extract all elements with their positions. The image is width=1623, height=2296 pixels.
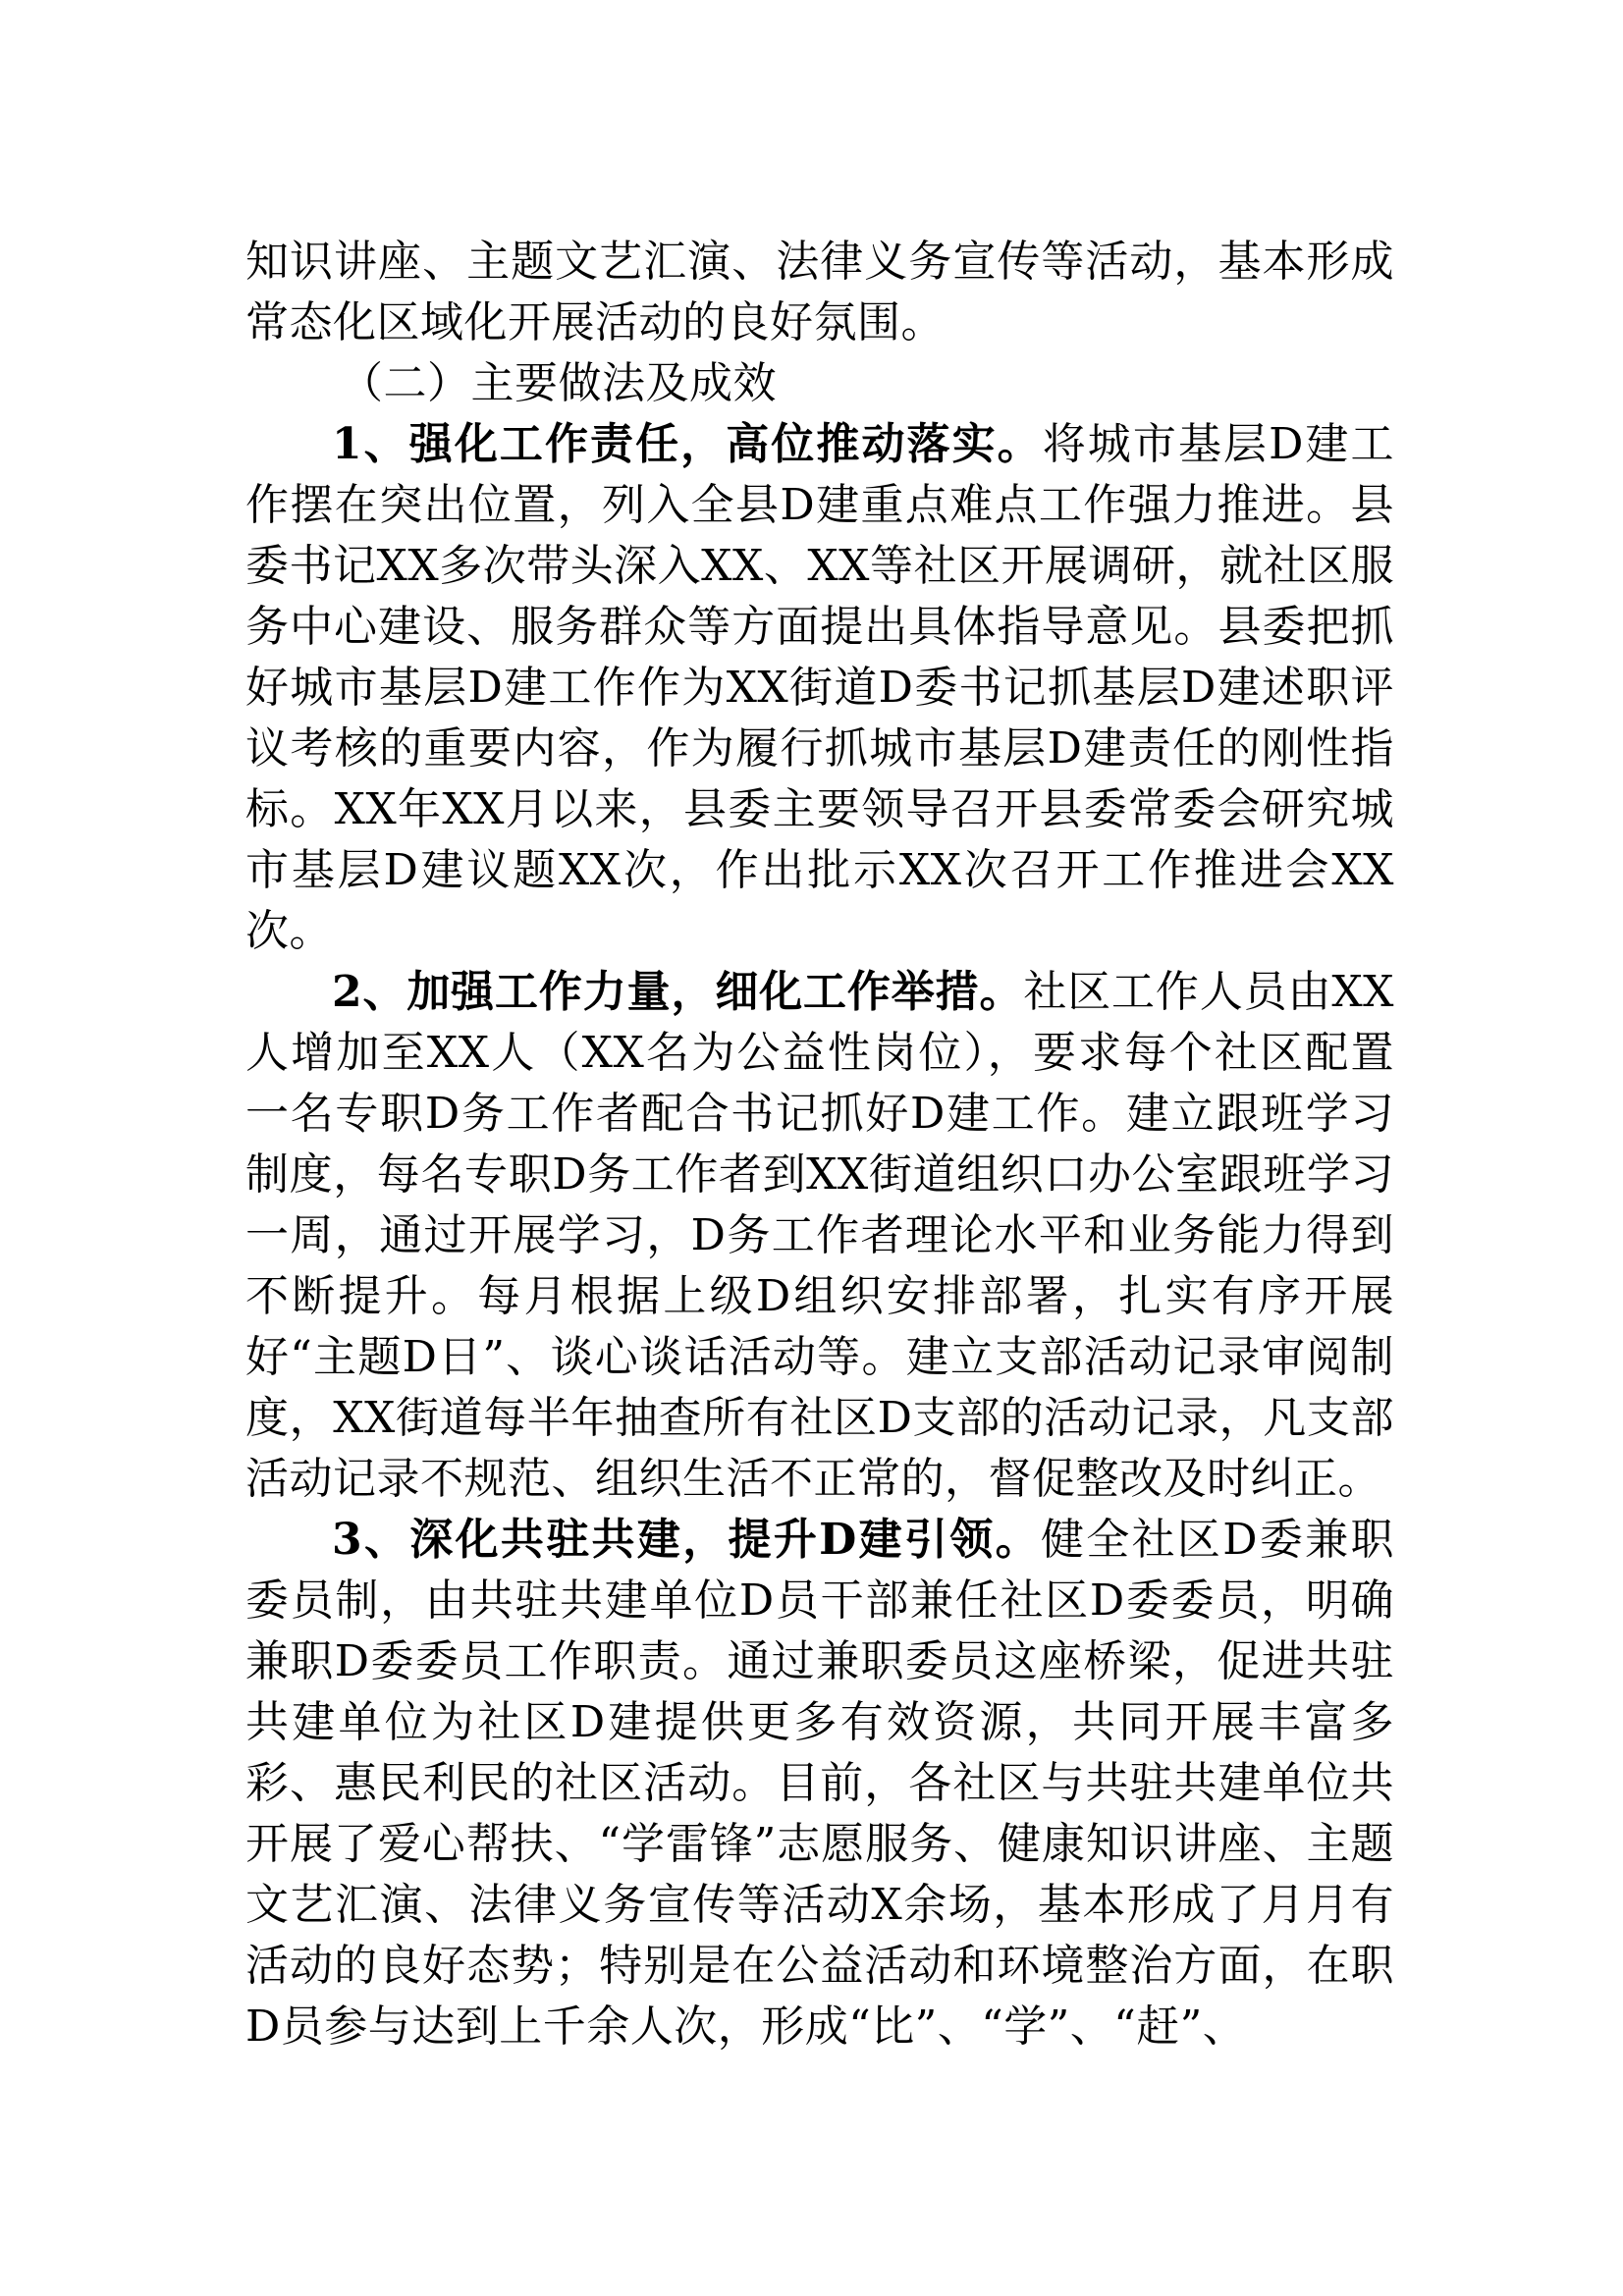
item-2-paragraph xyxy=(245,962,1394,1510)
item-2-body: 社区工作人员由XX人增加至XX人（XX名为公益性岗位），要求每个社区配置一名专职D务工作者配合书记抓好D建工作。建立跟班学习制度，每名专职D务工作者到XX街道组织口办公室跟班学习一周，通过开展学习，D务工作者理论水平和业务能力得到不断提升。每月根据上级D组织安排部署，扎实有序开展好“主题D日”、谈心谈话活动等。建立支部活动记录审阅制度，XX街道每半年抽查所有社区D支部的活动记录，凡支部活动记录不规范、组织生活不正常的，督促整改及时纠正。 xyxy=(245,967,1394,1504)
intro-continuation-paragraph: 知识讲座、主题文艺汇演、法律义务宣传等活动，基本形成常态化区域化开展活动的良好氛围。 xyxy=(245,237,1394,347)
item-1-body: 将城市基层D建工作摆在突出位置，列入全县D建重点难点工作强力推进。县委书记XX多次带头深入XX、XX等社区开展调研，就社区服务中心建设、服务群众等方面提出具体指导意见。县委把抓好城市基层D建工作作为XX街道D委书记抓基层D建述职评议考核的重要内容，作为履行抓城市基层D建责任的刚性指标。XX年XX月以来，县委主要领导召开县委常委会研究城市基层D建议题XX次，作出批示XX次召开工作推进会XX次。 xyxy=(245,419,1394,956)
item-3-paragraph xyxy=(245,1510,1394,2057)
item-1-lead: 1、强化工作责任，高位推动落实。 xyxy=(332,419,1043,469)
document-body xyxy=(245,232,1394,2057)
item-3-body: 健全社区D委兼职委员制，由共驻共建单位D员干部兼任社区D委委员，明确兼职D委委员工作职责。通过兼职委员这座桥梁，促进共驻共建单位为社区D建提供更多有效资源，共同开展丰富多彩、惠民利民的社区活动。目前，各社区与共驻共建单位共开展了爱心帮扶、“学雷锋”志愿服务、健康知识讲座、主题文艺汇演、法律义务宣传等活动X余场，基本形成了月月有活动的良好态势；特别是在公益活动和环境整治方面，在职D员参与达到上千余人次，形成“比”、“学”、“赶”、 xyxy=(245,1515,1394,2052)
item-3-lead: 3、深化共驻共建，提升D建引领。 xyxy=(332,1515,1041,1565)
section-heading: （二）主要做法及成效 xyxy=(340,358,777,408)
item-1-paragraph xyxy=(245,414,1394,962)
item-2-lead: 2、加强工作力量，细化工作举措。 xyxy=(332,967,1024,1017)
